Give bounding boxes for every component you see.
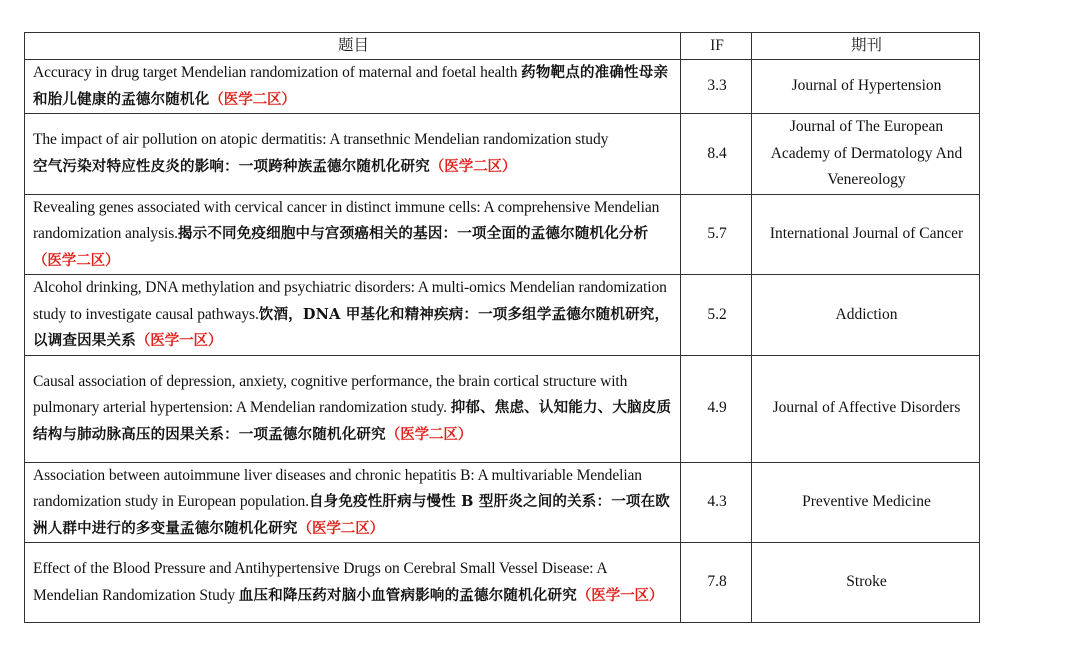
journal-name: Addiction bbox=[752, 275, 980, 356]
paper-title-cn: 空气污染对特应性皮炎的影响：一项跨种族孟德尔随机化研究 bbox=[33, 157, 430, 175]
table-row bbox=[25, 355, 980, 462]
journal-name: Stroke bbox=[752, 543, 980, 623]
table-row bbox=[25, 194, 980, 275]
paper-title-en: Alcohol drinking, DNA methylation and psychiatric disorders: A multi-omics Mendelian randomization study to investigate causal pathways. bbox=[33, 279, 667, 323]
table-row bbox=[25, 462, 980, 543]
journal-name: Preventive Medicine bbox=[752, 462, 980, 543]
paper-title-cell bbox=[25, 462, 681, 543]
table-row bbox=[25, 275, 980, 356]
journal-name: Journal of Hypertension bbox=[752, 60, 980, 114]
zone-tag: （医学一区） bbox=[135, 332, 223, 349]
paper-title-en: Association between autoimmune liver diseases and chronic hepatitis B: A multivariable Mendelian randomization study in European population. bbox=[33, 466, 642, 510]
header-if: IF bbox=[681, 33, 752, 60]
zone-tag: （医学二区） bbox=[297, 519, 385, 537]
paper-title-cell bbox=[25, 275, 681, 356]
table-header-row bbox=[25, 33, 980, 60]
zone-tag: （医学二区） bbox=[429, 157, 517, 175]
zone-tag: （医学二区） bbox=[33, 251, 120, 269]
paper-title-en: Accuracy in drug target Mendelian randomization of maternal and foetal health bbox=[33, 64, 522, 81]
zone-tag: （医学一区） bbox=[576, 586, 664, 604]
paper-title-cn: 自身免疫性肝病与慢性 B 型肝炎之间的关系：一项在欧洲人群中进行的多变量孟德尔随机化研究 bbox=[33, 493, 670, 537]
publications-table bbox=[24, 32, 980, 623]
table-row bbox=[25, 543, 980, 623]
impact-factor: 7.8 bbox=[681, 543, 752, 623]
paper-title-cn: 饮酒，DNA 甲基化和精神疾病：一项多组学孟德尔随机研究，以调查因果关系 bbox=[33, 305, 670, 349]
impact-factor: 3.3 bbox=[681, 60, 752, 114]
impact-factor: 5.2 bbox=[681, 275, 752, 356]
paper-title-en: Revealing genes associated with cervical cancer in distinct immune cells: A comprehensive Mendelian randomization analysis. bbox=[33, 198, 660, 242]
impact-factor: 5.7 bbox=[681, 194, 752, 275]
journal-name: International Journal of Cancer bbox=[752, 194, 980, 275]
impact-factor: 4.9 bbox=[681, 355, 752, 462]
paper-title-cell bbox=[25, 114, 681, 195]
paper-title-cell bbox=[25, 194, 681, 275]
journal-name: Journal of The European Academy of Dermatology And Venereology bbox=[752, 114, 980, 195]
header-journal: 期刊 bbox=[752, 33, 980, 60]
paper-title-cn: 揭示不同免疫细胞中与宫颈癌相关的基因：一项全面的孟德尔随机化分析 bbox=[177, 225, 649, 242]
paper-title-en: The impact of air pollution on atopic dermatitis: A transethnic Mendelian randomization study bbox=[33, 131, 609, 149]
impact-factor: 8.4 bbox=[681, 114, 752, 195]
paper-title-en: Effect of the Blood Pressure and Antihypertensive Drugs on Cerebral Small Vessel Disease: A Mendelian Randomization Study bbox=[33, 560, 607, 604]
paper-title-cn: 抑郁、焦虑、认知能力、大脑皮质结构与肺动脉高压的因果关系：一项孟德尔随机化研究 bbox=[33, 399, 672, 443]
paper-title-en: Causal association of depression, anxiety, cognitive performance, the brain cortical structure with pulmonary arterial hypertension: A Mendelian randomization study. bbox=[33, 372, 628, 417]
paper-title-cell bbox=[25, 60, 681, 114]
paper-title-cn: 血压和降压药对脑小血管病影响的孟德尔随机化研究 bbox=[238, 586, 577, 604]
table-row bbox=[25, 60, 980, 114]
paper-title-cell bbox=[25, 543, 681, 623]
zone-tag: （医学二区） bbox=[209, 90, 296, 108]
zone-tag: （医学二区） bbox=[385, 425, 473, 443]
paper-title-cn: 药物靶点的准确性母亲和胎儿健康的孟德尔随机化 bbox=[33, 64, 669, 108]
journal-name: Journal of Affective Disorders bbox=[752, 355, 980, 462]
impact-factor: 4.3 bbox=[681, 462, 752, 543]
paper-title-cell bbox=[25, 355, 681, 462]
table-row bbox=[25, 114, 980, 195]
header-title: 题目 bbox=[25, 33, 681, 60]
